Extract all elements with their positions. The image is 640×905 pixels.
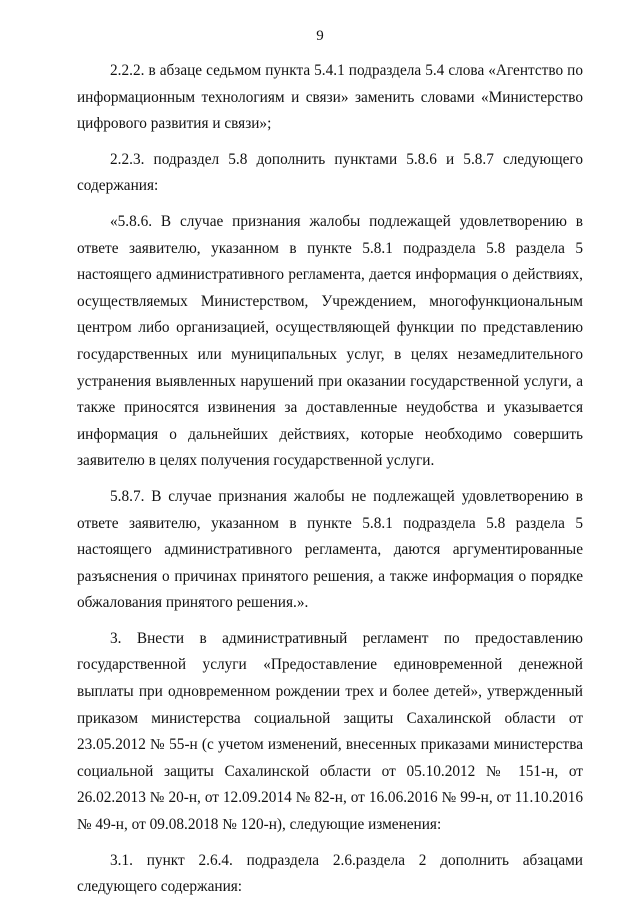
paragraph-2-2-2: 2.2.2. в абзаце седьмом пункта 5.4.1 подраздела 5.4 слова «Агентство по информационным технологиям и связи» заменить словами «Министерство цифрового развития и связи»; xyxy=(77,62,583,133)
page-number: 9 xyxy=(316,28,324,44)
paragraph-3: 3. Внести в административный регламент по предоставлению государственной услуги «Предоставление единовременной денежной выплаты при одновременном рождении трех и более детей», утвержденный приказом министерства социальной защиты Сахалинской области от 23.05.2012 № 55-н (с учетом изменений, внесенных приказами министерства социальной защиты Сахалинской области от 05.10.2012 № 151-н, от 26.02.2013 № 20-н, от 12.09.2014 № 82-н, от 16.06.2016 № 99-н, от 11.10.2016 № 49-н, от 09.08.2018 № 120-н), следующие изменения: xyxy=(77,629,583,834)
paragraph-3-1: 3.1. пункт 2.6.4. подраздела 2.6.раздела 2 дополнить абзацами следующего содержания: xyxy=(77,851,583,896)
paragraph-5-8-6: «5.8.6. В случае признания жалобы подлежащей удовлетворению в ответе заявителю, указанном в пункте 5.8.1 подраздела 5.8 раздела 5 настоящего административного регламента, дается информация о действиях, осуществляемых Министерством, Учреждением, многофункциональным центром либо организацией, осуществляющей функции по представлению государственных или муниципальных услуг, в целях незамедлительного устранения выявленных нарушений при оказании государственной услуги, а также приносятся извинения за доставленные неудобства и указывается информация о дальнейших действиях, которые необходимо совершить заявителю в целях получения государственной услуги. xyxy=(77,212,583,470)
document-body xyxy=(77,58,583,901)
paragraph-5-8-7: 5.8.7. В случае признания жалобы не подлежащей удовлетворению в ответе заявителю, указанном в пункте 5.8.1 подраздела 5.8 раздела 5 настоящего административного регламента, даются аргументированные разъяснения о причинах принятого решения, а также информация о порядке обжалования принятого решения.». xyxy=(77,487,583,612)
paragraph-2-2-3: 2.2.3. подраздел 5.8 дополнить пунктами 5.8.6 и 5.8.7 следующего содержания: xyxy=(77,150,583,195)
